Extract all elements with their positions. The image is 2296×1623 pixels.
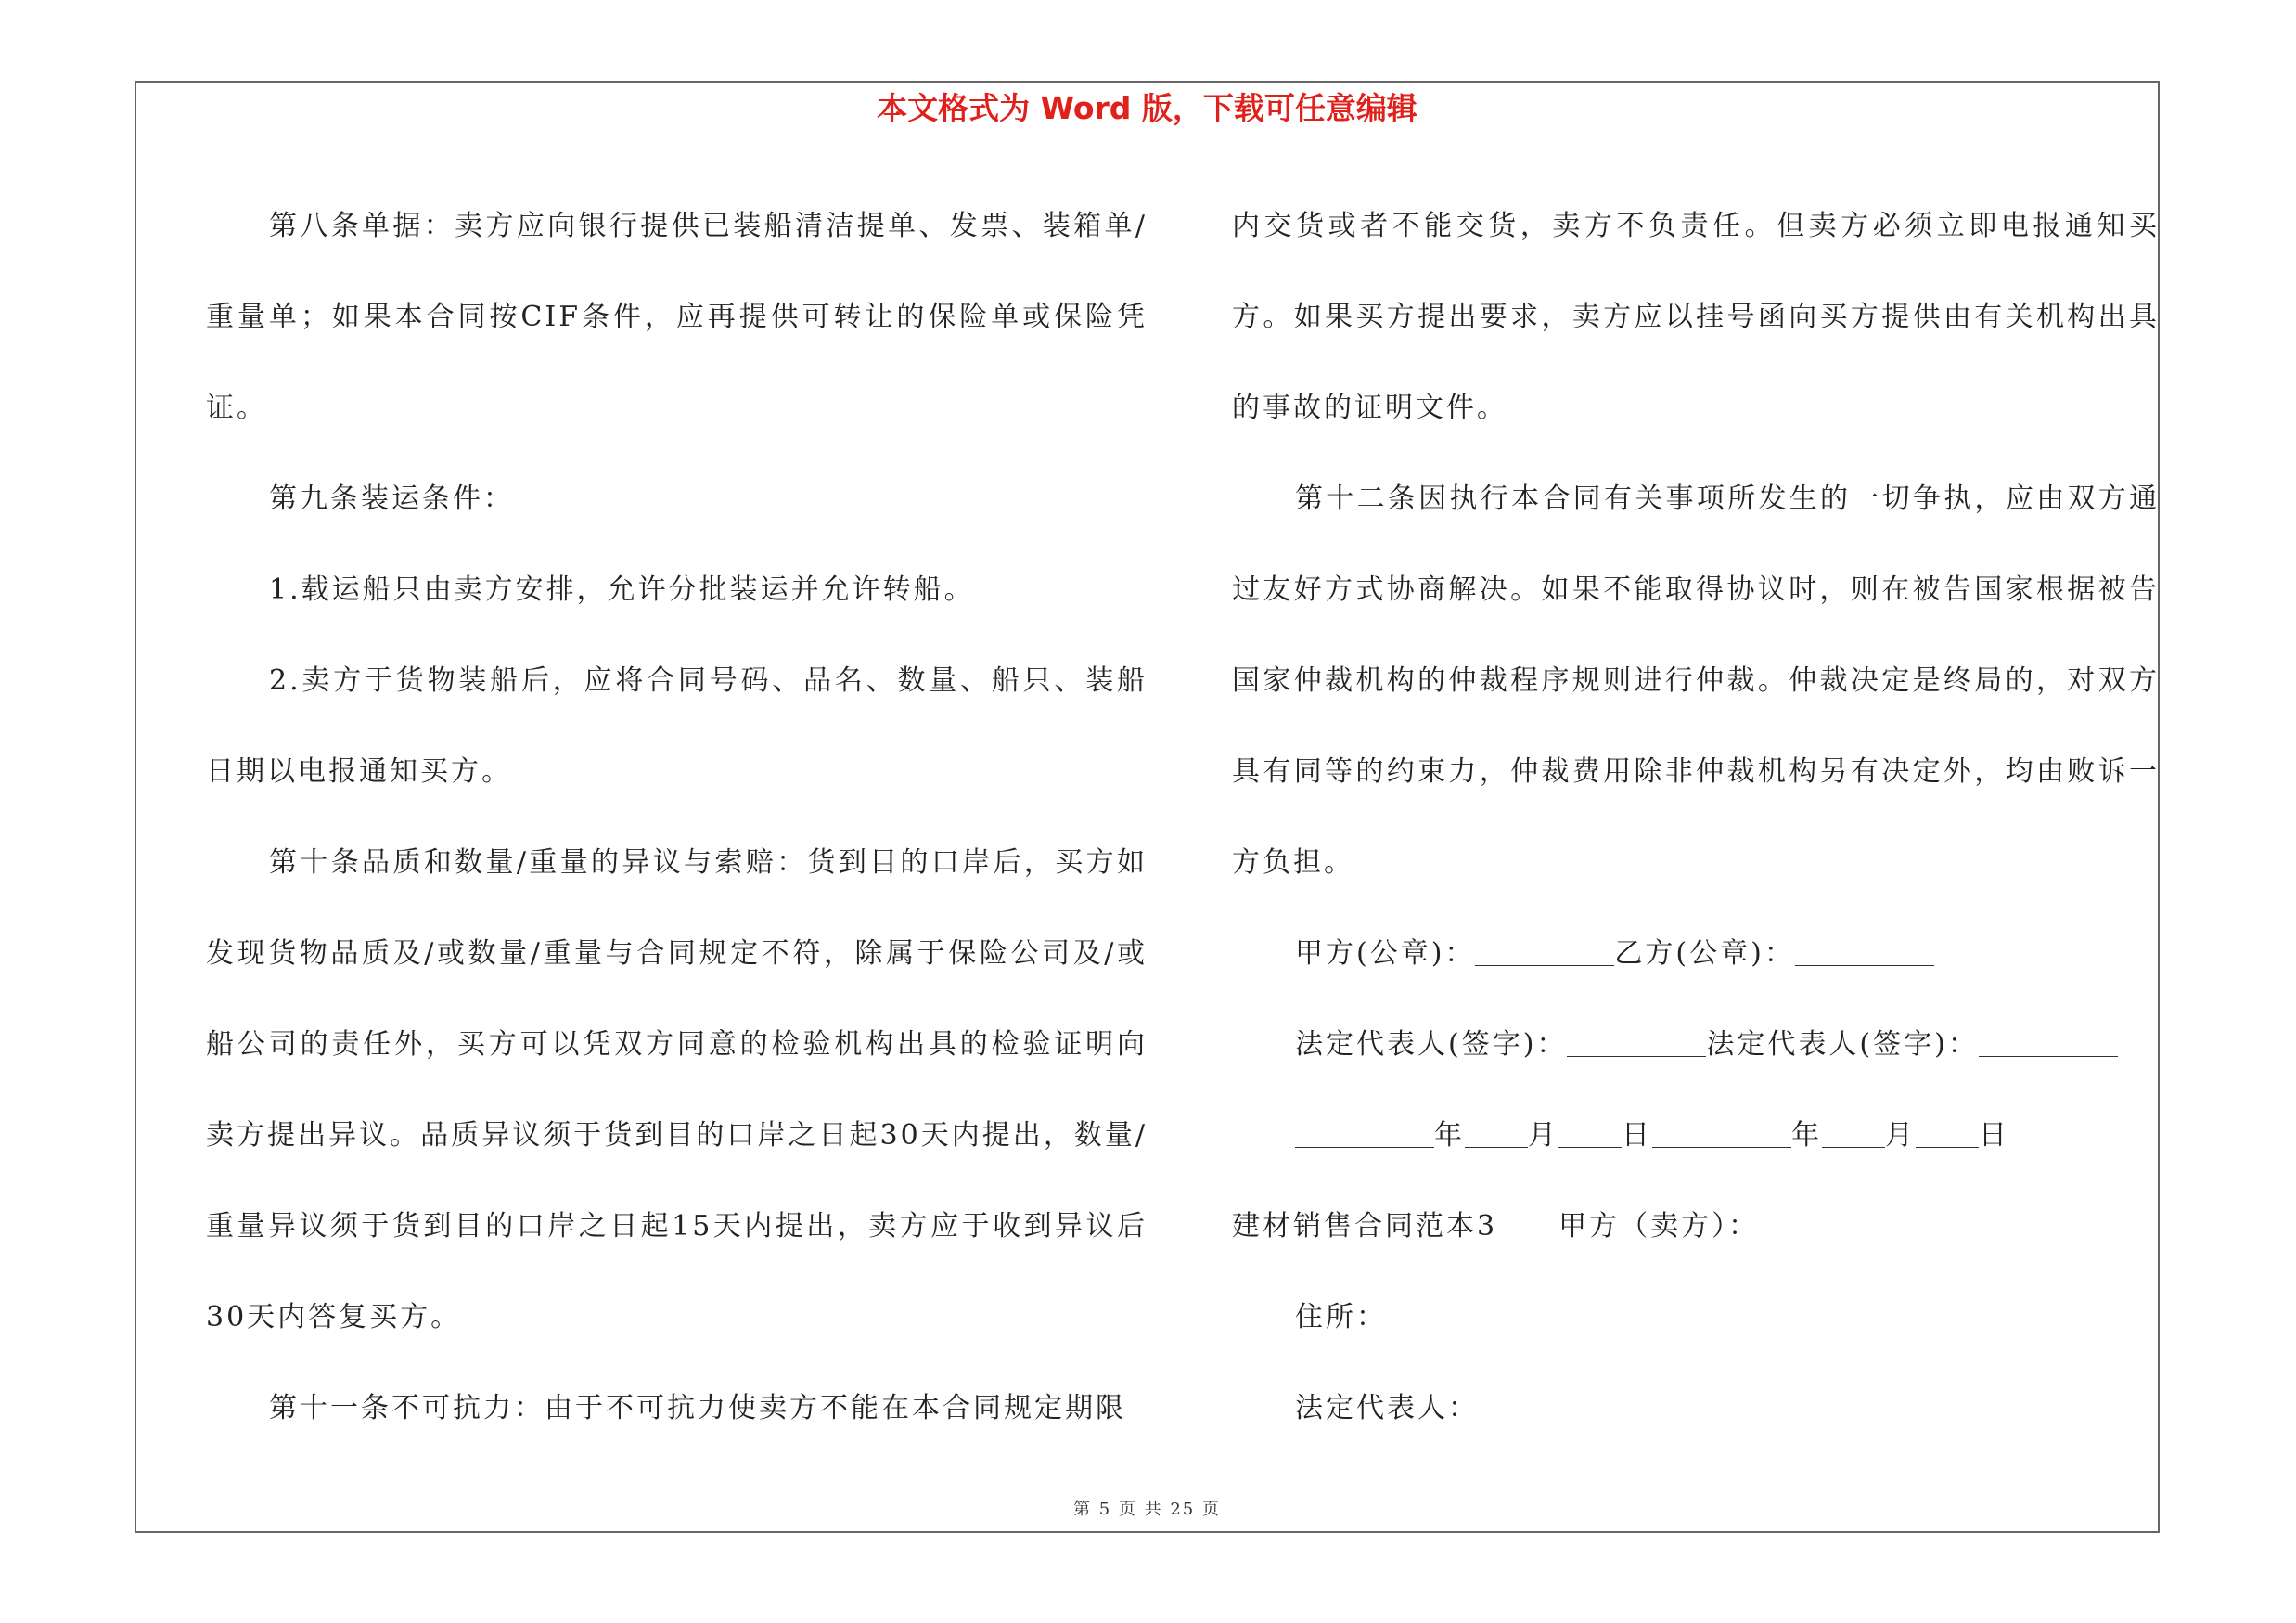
blank-line [1558, 1119, 1622, 1148]
day-label: 日 [1979, 1119, 2009, 1152]
party-a-seal-label: 甲方(公章)： [1295, 937, 1476, 970]
right-column [1232, 181, 2160, 1454]
paragraph: 第十二条因执行本合同有关事项所发生的一切争执，应由双方通过友好方式协商解决。如果不能取得协议时，则在被告国家根据被告国家仲裁机构的仲裁程序规则进行仲裁。仲裁决定是终局的，对双方具有同等的约束力，仲裁费用除非仲裁机构另有决定外，均由败诉一方负担。 [1232, 483, 2160, 879]
paragraph: 第九条装运条件： [269, 483, 514, 515]
blank-line [1465, 1119, 1528, 1148]
next-contract-title: 建材销售合同范本3 [1232, 1210, 1498, 1243]
party-a-seller-label: 甲方（卖方）： [1558, 1210, 1760, 1243]
page-number: 第 5 页 共 25 页 [1073, 1500, 1221, 1519]
paragraph: 1.载运船只由卖方安排，允许分批装运并允许转船。 [269, 573, 975, 606]
blank-line [1652, 1119, 1791, 1148]
legal-rep-label: 法定代表人： [1295, 1392, 1479, 1424]
blank-line [1795, 937, 1934, 966]
party-b-seal-label: 乙方(公章)： [1614, 937, 1795, 970]
paragraph: 第八条单据：卖方应向银行提供已装船清洁提单、发票、装箱单/重量单；如果本合同按CIF条件，应再提供可转让的保险单或保险凭证。 [206, 210, 1148, 424]
paragraph: 第十条品质和数量/重量的异议与索赔：货到目的口岸后，买方如发现货物品质及/或数量/重量与合同规定不符，除属于保险公司及/或船公司的责任外，买方可以凭双方同意的检验机构出具的检验证明向卖方提出异议。品质异议须于货到目的口岸之日起30天内提出，数量/重量异议须于货到目的口岸之日起15天内提出，卖方应于收到异议后30天内答复买方。 [206, 846, 1148, 1333]
blank-line [1979, 1028, 2118, 1057]
paragraph: 第十一条不可抗力：由于不可抗力使卖方不能在本合同规定期限 [269, 1392, 1126, 1424]
rep-a-label: 法定代表人(签字)： [1295, 1028, 1568, 1061]
paragraph: 内交货或者不能交货，卖方不负责任。但卖方必须立即电报通知买方。如果买方提出要求，卖方应以挂号函向买方提供由有关机构出具的事故的证明文件。 [1232, 210, 2160, 424]
next-contract-heading [1232, 1181, 2160, 1272]
year-label: 年 [1434, 1119, 1465, 1152]
header-title: 本文格式为 Word 版，下载可任意编辑 [877, 90, 1417, 126]
blank-line [1567, 1028, 1706, 1057]
year-label: 年 [1791, 1119, 1822, 1152]
signature-rep-row [1232, 999, 2160, 1090]
month-label: 月 [1885, 1119, 1916, 1152]
blank-line [1916, 1119, 1979, 1148]
paragraph: 2.卖方于货物装船后，应将合同号码、品名、数量、船只、装船日期以电报通知买方。 [206, 664, 1148, 788]
rep-b-label: 法定代表人(签字)： [1706, 1028, 1979, 1061]
day-label: 日 [1622, 1119, 1652, 1152]
blank-line [1295, 1119, 1434, 1148]
blank-line [1475, 937, 1614, 966]
blank-line [1822, 1119, 1885, 1148]
signature-seal-row [1232, 908, 2160, 999]
month-label: 月 [1528, 1119, 1558, 1152]
left-column [206, 181, 1148, 1454]
signature-date-row [1232, 1090, 2160, 1181]
address-label: 住所： [1295, 1301, 1387, 1333]
